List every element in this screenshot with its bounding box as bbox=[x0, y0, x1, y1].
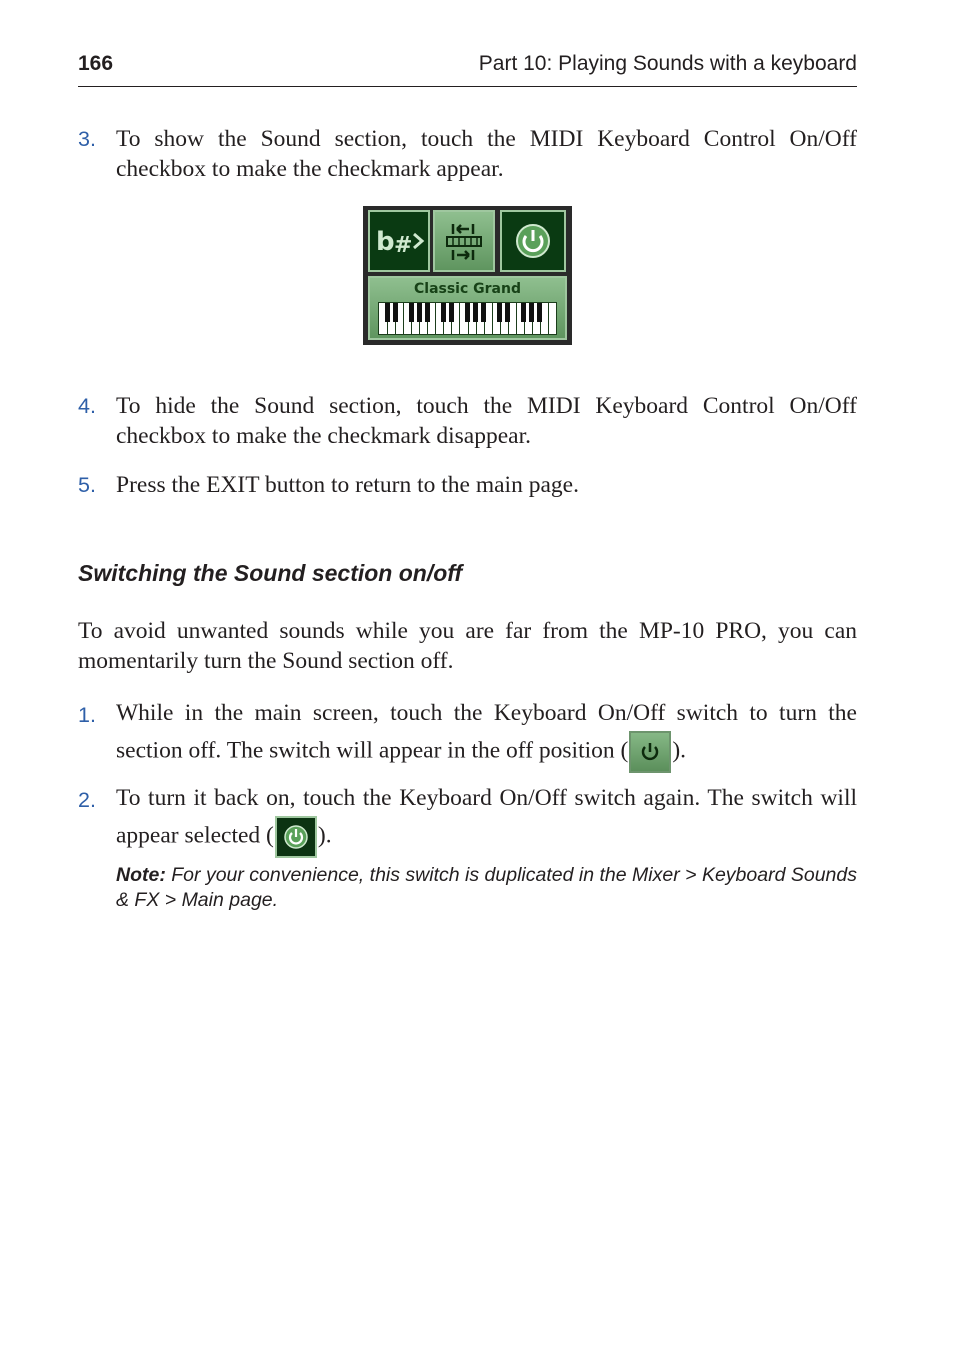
step-number: 1. bbox=[78, 703, 96, 727]
black-key bbox=[481, 303, 486, 322]
black-key bbox=[393, 303, 398, 322]
white-key-divider bbox=[459, 303, 460, 334]
running-head: Part 10: Playing Sounds with a keyboard bbox=[478, 52, 857, 75]
step-2 bbox=[78, 781, 857, 858]
section-heading: Switching the Sound section on/off bbox=[78, 560, 463, 586]
keyboard-sound-panel bbox=[368, 276, 567, 340]
transpose-button bbox=[368, 210, 430, 272]
keyboard-range-button bbox=[433, 210, 495, 272]
white-key-divider bbox=[492, 303, 493, 334]
intro-paragraph: To avoid unwanted sounds while you are far from the MP-10 PRO, you can momentarily turn the Sound section off. bbox=[78, 618, 857, 674]
step-text-before: While in the main screen, touch the Keyboard On/Off switch to turn the section off. The switch will appear in the off position ( bbox=[116, 700, 857, 764]
step-text bbox=[116, 696, 857, 773]
black-key bbox=[505, 303, 510, 322]
note-text: For your convenience, this switch is duplicated in the Mixer > Keyboard Sounds & FX > Main page. bbox=[116, 864, 857, 911]
black-key bbox=[465, 303, 470, 322]
step-1 bbox=[78, 696, 857, 773]
power-icon bbox=[284, 825, 308, 849]
keyboard-power-button bbox=[500, 210, 566, 272]
white-key-divider bbox=[435, 303, 436, 334]
step-number: 5. bbox=[78, 473, 96, 497]
black-key bbox=[529, 303, 534, 322]
page-number: 166 bbox=[78, 52, 114, 75]
note bbox=[116, 863, 857, 913]
step-text: To hide the Sound section, touch the MIDI Keyboard Control On/Off checkbox to make the checkmark disappear. bbox=[116, 393, 857, 449]
step-number: 4. bbox=[78, 394, 96, 418]
keyboard-range-icon bbox=[435, 212, 493, 270]
black-key bbox=[497, 303, 502, 322]
page-header bbox=[78, 52, 857, 87]
step-number: 2. bbox=[78, 788, 96, 812]
black-key bbox=[537, 303, 542, 322]
power-icon bbox=[502, 212, 564, 270]
step-text-after: ). bbox=[672, 737, 687, 764]
step-4 bbox=[78, 391, 857, 451]
black-key bbox=[473, 303, 478, 322]
sound-section-screenshot bbox=[363, 206, 572, 345]
step-text: To show the Sound section, touch the MIDI Keyboard Control On/Off checkbox to make the checkmark appear. bbox=[116, 126, 857, 182]
step-text-before: To turn it back on, touch the Keyboard On/Off switch again. The switch will appear selected ( bbox=[116, 785, 857, 849]
black-key bbox=[425, 303, 430, 322]
black-key bbox=[409, 303, 414, 322]
step-text-after: ). bbox=[317, 822, 332, 849]
transpose-icon bbox=[370, 212, 428, 270]
black-key bbox=[441, 303, 446, 322]
step-number: 3. bbox=[78, 127, 96, 151]
piano-keyboard bbox=[378, 302, 557, 335]
white-key-divider bbox=[516, 303, 517, 334]
black-key bbox=[521, 303, 526, 322]
step-text: Press the EXIT button to return to the main page. bbox=[116, 472, 579, 498]
switch-on-image bbox=[275, 816, 317, 858]
step-3 bbox=[78, 124, 857, 184]
note-label: Note: bbox=[116, 864, 166, 886]
black-key bbox=[385, 303, 390, 322]
black-key bbox=[417, 303, 422, 322]
white-key-divider bbox=[403, 303, 404, 334]
sound-name-label: Classic Grand bbox=[414, 281, 521, 297]
step-5 bbox=[78, 470, 857, 500]
svg-text:b: b bbox=[376, 227, 395, 257]
svg-text:#: # bbox=[394, 233, 413, 258]
black-key bbox=[449, 303, 454, 322]
step-text bbox=[116, 781, 857, 858]
switch-off-image bbox=[629, 731, 671, 773]
power-icon bbox=[638, 740, 662, 764]
white-key-divider bbox=[548, 303, 549, 334]
